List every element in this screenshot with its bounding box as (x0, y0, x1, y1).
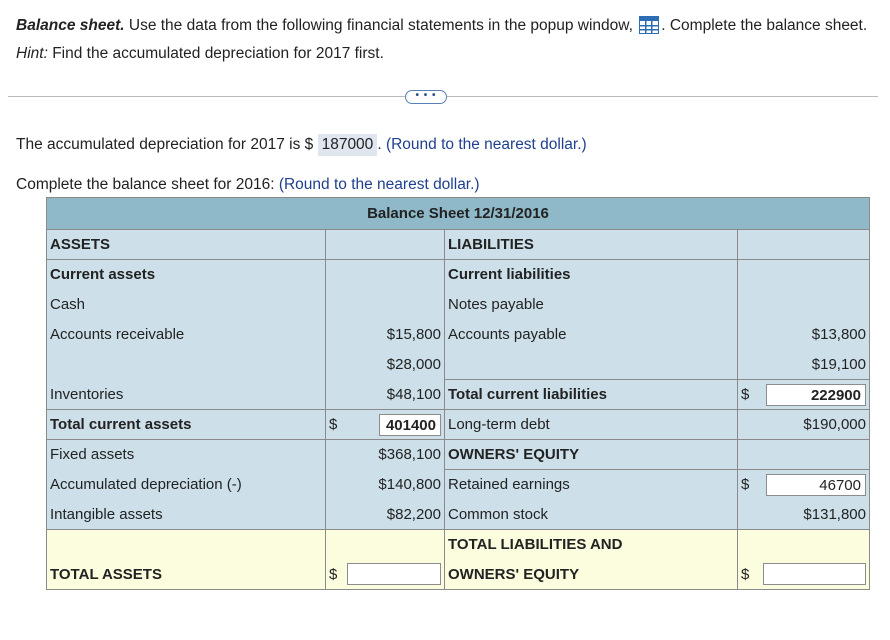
total-current-liabilities-input[interactable]: 222900 (766, 384, 866, 406)
total-current-liabilities-cell (738, 380, 870, 410)
intangible-assets-value: $82,200 (326, 500, 445, 530)
current-liabilities-label: Current liabilities (445, 260, 738, 290)
question1-note: (Round to the nearest dollar.) (385, 136, 587, 153)
accounts-payable-label: Accounts payable (445, 320, 738, 350)
question2-note: (Round to the nearest dollar.) (278, 176, 480, 193)
balance-sheet-table (46, 197, 870, 590)
accumulated-depreciation-answer[interactable]: 187000 (318, 134, 378, 156)
current-assets-values (326, 260, 445, 350)
problem-text-2: . Complete the balance sheet. (661, 17, 868, 34)
total-le-input[interactable] (763, 563, 866, 585)
question2-prefix: Complete the balance sheet for 2016: (16, 176, 275, 193)
total-le-spacer-value (738, 530, 870, 560)
retained-earnings-label: Retained earnings (445, 470, 738, 500)
assets-header-value (326, 230, 445, 260)
liabilities-header-value (738, 230, 870, 260)
retained-earnings-input[interactable]: 46700 (766, 474, 866, 496)
common-stock-label: Common stock (445, 500, 738, 530)
total-current-assets-label: Total current assets (47, 410, 326, 440)
total-current-liabilities-label: Total current liabilities (445, 380, 738, 410)
accumulated-depreciation-value: $140,800 (326, 470, 445, 500)
total-current-assets-cell (326, 410, 445, 440)
accumulated-depreciation-label: Accumulated depreciation (-) (47, 470, 326, 500)
fixed-assets-value: $368,100 (326, 440, 445, 470)
total-assets-spacer-value (326, 530, 445, 560)
long-term-debt-label: Long-term debt (445, 410, 738, 440)
notes-payable-label: Notes payable (445, 290, 738, 320)
currency-sign: $ (329, 416, 338, 433)
notes-payable-value: $13,800 (811, 325, 866, 343)
accounts-receivable-spacer (47, 350, 326, 380)
currency-sign: $ (741, 476, 750, 494)
retained-earnings-cell (738, 470, 870, 500)
accounts-payable-value: $19,100 (738, 350, 870, 380)
question-accumulated-depreciation (16, 134, 587, 156)
currency-sign: $ (741, 386, 750, 403)
currency-sign: $ (741, 565, 750, 583)
total-assets-input[interactable] (347, 563, 441, 585)
currency-sign: $ (329, 565, 338, 583)
total-assets-cell (326, 560, 445, 590)
current-assets-label: Current assets (47, 260, 326, 290)
total-le-label-line1: TOTAL LIABILITIES AND (445, 530, 738, 560)
problem-statement (16, 12, 876, 68)
intangible-assets-label: Intangible assets (47, 500, 326, 530)
total-assets-label: TOTAL ASSETS (47, 560, 326, 590)
accounts-receivable-value: $28,000 (326, 350, 445, 380)
hint-text: Find the accumulated depreciation for 2017 first. (52, 45, 384, 62)
total-assets-spacer (47, 530, 326, 560)
data-table-icon[interactable] (639, 16, 659, 34)
fixed-assets-label: Fixed assets (47, 440, 326, 470)
inventories-value: $48,100 (326, 380, 445, 410)
total-le-label-line2: OWNERS' EQUITY (445, 560, 738, 590)
total-le-cell (738, 560, 870, 590)
problem-title: Balance sheet. (16, 17, 125, 34)
question-balance-sheet (16, 176, 480, 194)
cash-label: Cash (47, 290, 326, 320)
expand-more-button[interactable]: • • • (405, 90, 447, 104)
question1-suffix: . (377, 136, 382, 153)
common-stock-value: $131,800 (738, 500, 870, 530)
liabilities-header: LIABILITIES (445, 230, 738, 260)
long-term-debt-value: $190,000 (738, 410, 870, 440)
hint-label: Hint: (16, 45, 48, 62)
accounts-payable-spacer (445, 350, 738, 380)
total-current-assets-input[interactable]: 401400 (379, 414, 441, 436)
question1-prefix: The accumulated depreciation for 2017 is $ (16, 136, 314, 153)
owners-equity-header-value (738, 440, 870, 470)
balance-sheet-title: Balance Sheet 12/31/2016 (47, 198, 870, 230)
cash-value: $15,800 (386, 325, 441, 343)
problem-text: Use the data from the following financial statements in the popup window, (128, 17, 633, 34)
current-liabilities-values (738, 260, 870, 350)
accounts-receivable-label: Accounts receivable (47, 320, 326, 350)
owners-equity-header: OWNERS' EQUITY (445, 440, 738, 470)
inventories-label: Inventories (47, 380, 326, 410)
assets-header: ASSETS (47, 230, 326, 260)
